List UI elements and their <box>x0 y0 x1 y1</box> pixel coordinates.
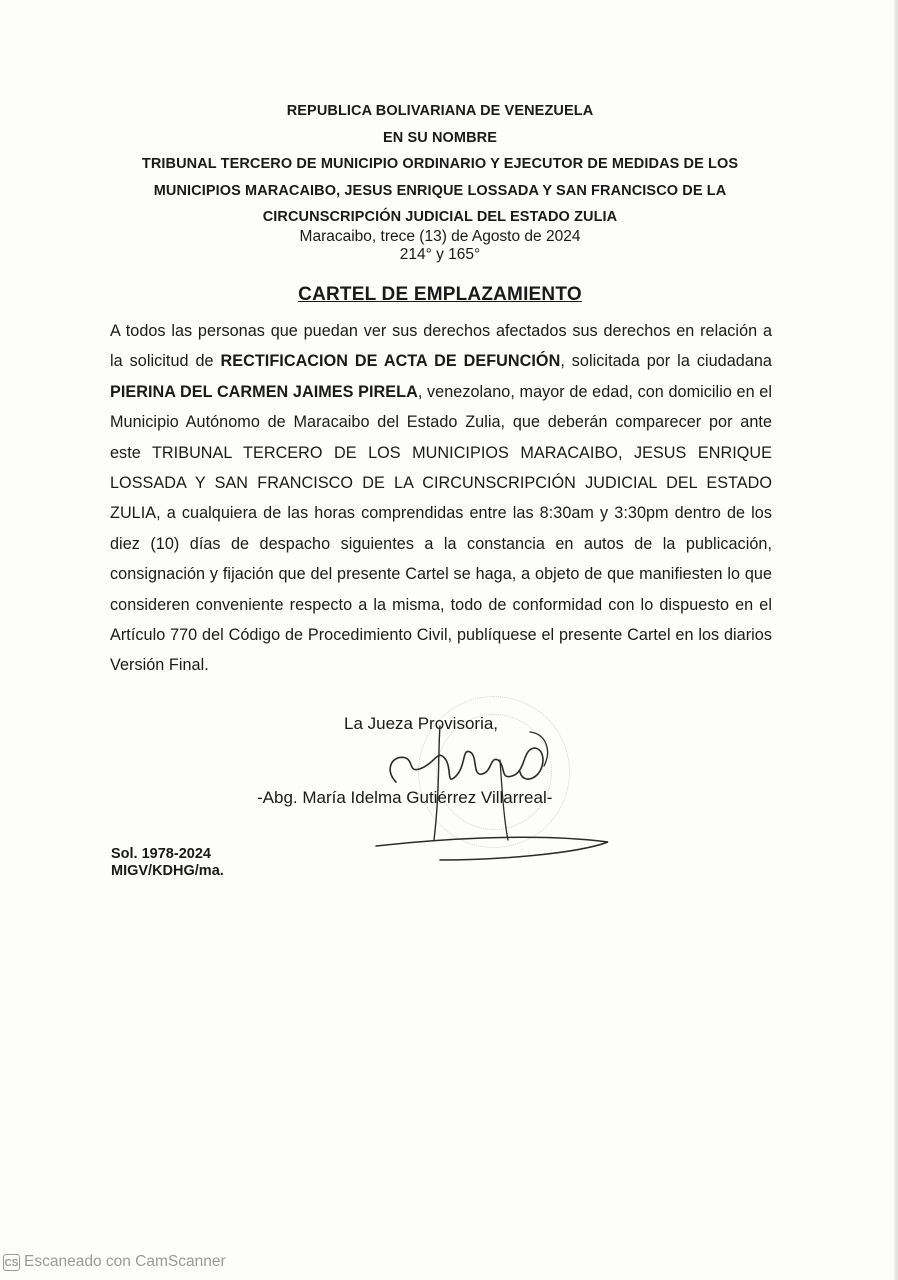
header-tribunal-line3: CIRCUNSCRIPCIÓN JUDICIAL DEL ESTADO ZULIA <box>262 209 618 225</box>
judge-name: -Abg. María Idelma Gutiérrez Villarreal- <box>257 788 553 807</box>
camscanner-label: Escaneado con CamScanner <box>24 1253 226 1270</box>
body-text-part1: A todos las personas que puedan ver sus derechos afectados sus derechos en relación a la solicitud de <box>110 322 772 371</box>
judge-title: La Jueza Provisoria, <box>344 714 499 733</box>
header-tribunal-line2: MUNICIPIOS MARACAIBO, JESUS ENRIQUE LOSSADA Y SAN FRANCISCO DE LA <box>153 182 727 199</box>
page-edge <box>894 0 898 1280</box>
body-bold-request: RECTIFICACION DE ACTA DE DEFUNCIÓN <box>220 352 561 371</box>
date-block <box>240 228 640 264</box>
header-republic: REPUBLICA BOLIVARIANA DE VENEZUELA <box>286 103 594 119</box>
initials: MIGV/KDHG/ma. <box>111 863 224 879</box>
body-text-part2: , solicitada por la ciudadana <box>560 352 772 371</box>
years-line: 214° y 165° <box>399 246 481 263</box>
place-date: Maracaibo, trece (13) de Agosto de 2024 <box>299 228 581 245</box>
body-paragraph <box>110 316 772 681</box>
reference-block <box>111 846 224 880</box>
signature-area <box>200 690 660 870</box>
body-bold-applicant: PIERINA DEL CARMEN JAIMES PIRELA <box>110 382 418 401</box>
document-header <box>110 98 770 231</box>
camscanner-icon: CS <box>3 1254 20 1271</box>
camscanner-watermark <box>3 1253 226 1271</box>
header-tribunal-line1: TRIBUNAL TERCERO DE MUNICIPIO ORDINARIO Y EJECUTOR DE MEDIDAS DE LOS <box>141 156 739 172</box>
handwritten-signature <box>200 690 660 870</box>
body-text-part3: , venezolano, mayor de edad, con domicilio en el Municipio Autónomo de Maracaibo del Estado Zulia, que deberán comparecer por ante este TRIBUNAL TERCERO DE LOS MUNICIPIOS MARACAIBO, JESUS ENRIQUE LOSSADA Y SAN FRANCISCO DE LA CIRCUNSCRIPCIÓN JUDICIAL DEL ESTADO ZULIA, a cualquiera de las horas comprendidas entre las 8:30am y 3:30pm dentro de los diez (10) días de despacho siguientes a la constancia en autos de la publicación, consignación y fijación que del presente Cartel se haga, a objeto de que manifiesten lo que consideren conveniente respecto a la misma, todo de conformidad con lo dispuesto en el Artículo 770 del Código de Procedimiento Civil, publíquese el presente Cartel en los diarios Versión Final. <box>110 382 773 675</box>
document-title: CARTEL DE EMPLAZAMIENTO <box>298 284 582 305</box>
header-en-su-nombre: EN SU NOMBRE <box>383 129 497 146</box>
solicitud-number: Sol. 1978-2024 <box>111 846 211 862</box>
